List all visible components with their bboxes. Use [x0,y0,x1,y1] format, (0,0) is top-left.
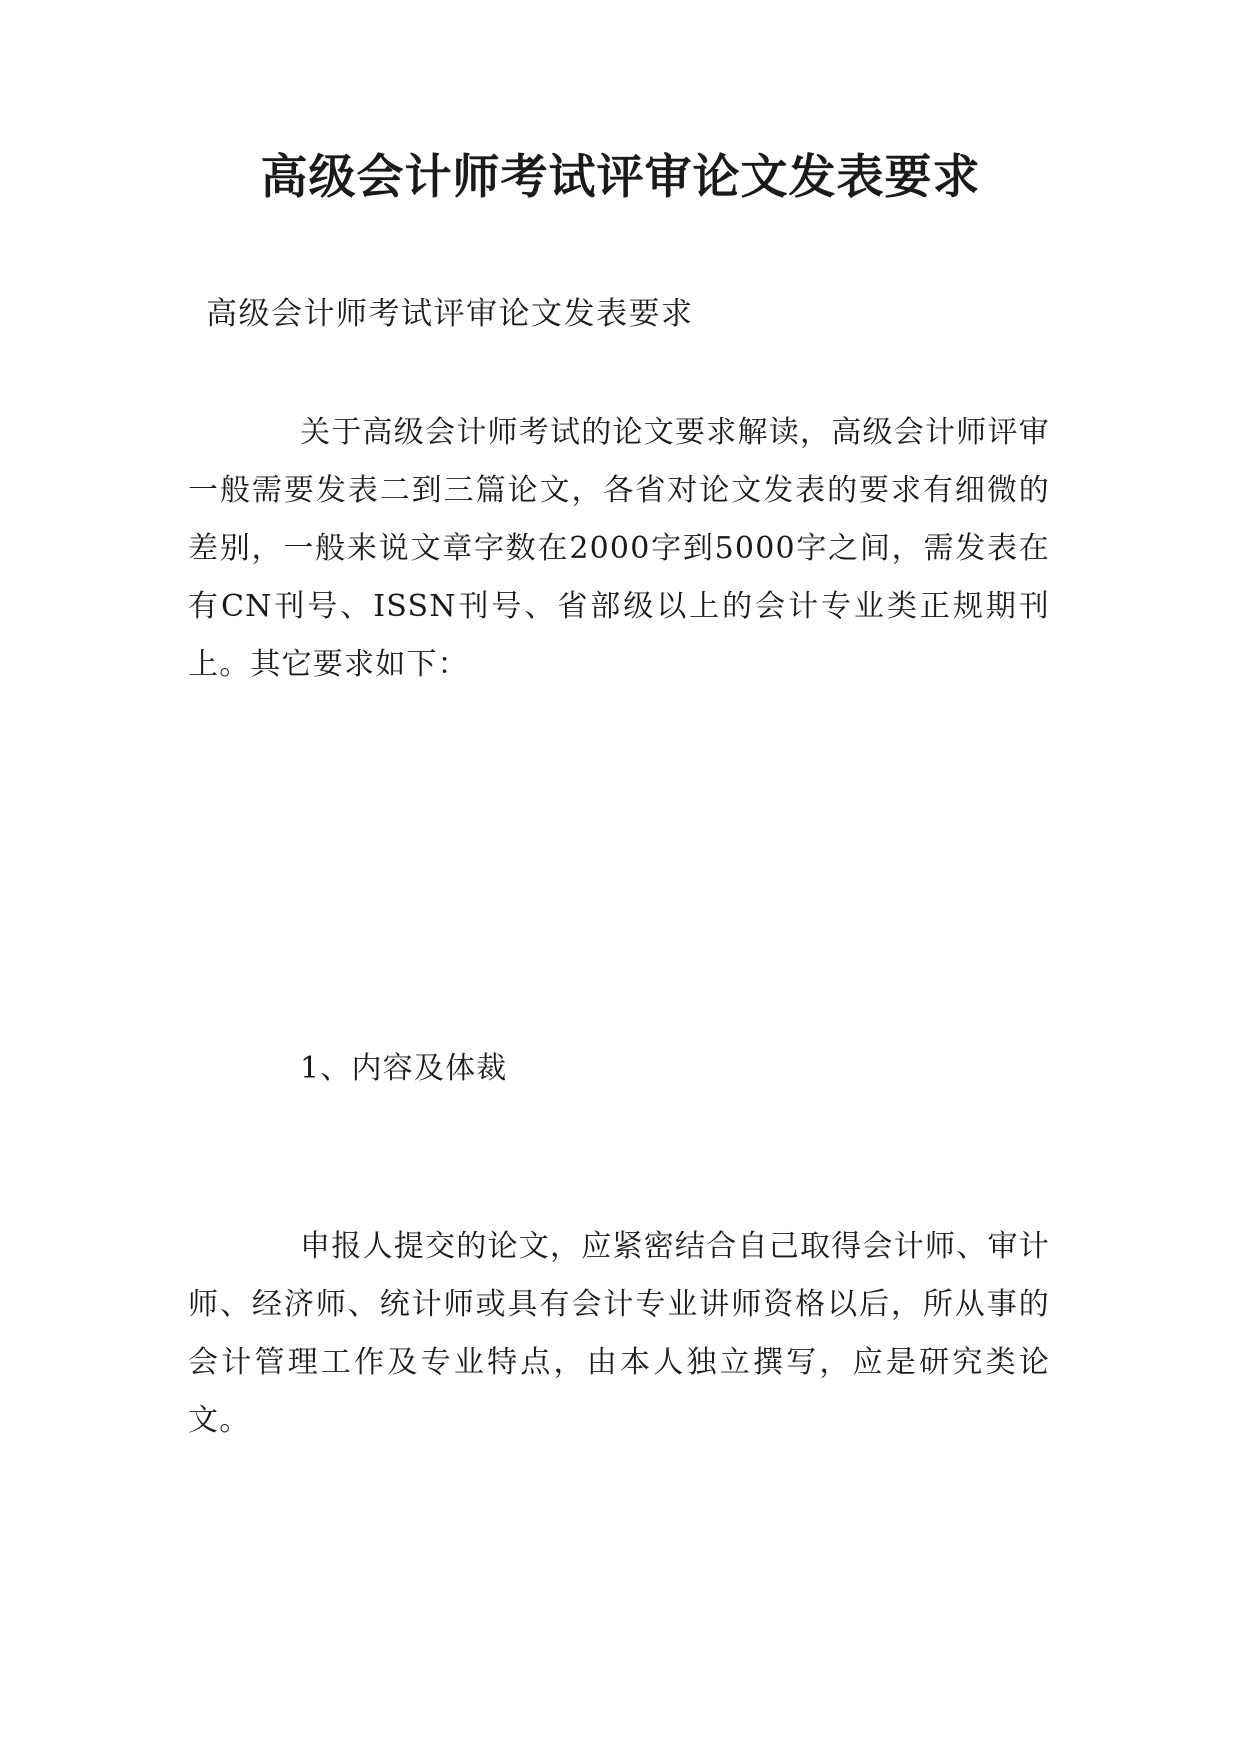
document-title: 高级会计师考试评审论文发表要求 [260,150,981,205]
section-heading: 1、内容及体裁 [300,1051,508,1086]
intro-paragraph: 关于高级会计师考试的论文要求解读，高级会计师评审一般需要发表二到三篇论文，各省对论文发表的要求有细微的差别，一般来说文章字数在2000字到5000字之间，需发表在有CN刊号、ISSN刊号、省部级以上的会计专业类正规期刊上。其它要求如下： [188,415,1050,682]
document-subtitle: 高级会计师考试评审论文发表要求 [206,296,694,332]
section-paragraph: 申报人提交的论文，应紧密结合自己取得会计师、审计师、经济师、统计师或具有会计专业讲师资格以后，所从事的会计管理工作及专业特点，由本人独立撰写，应是研究类论文。 [188,1229,1050,1438]
